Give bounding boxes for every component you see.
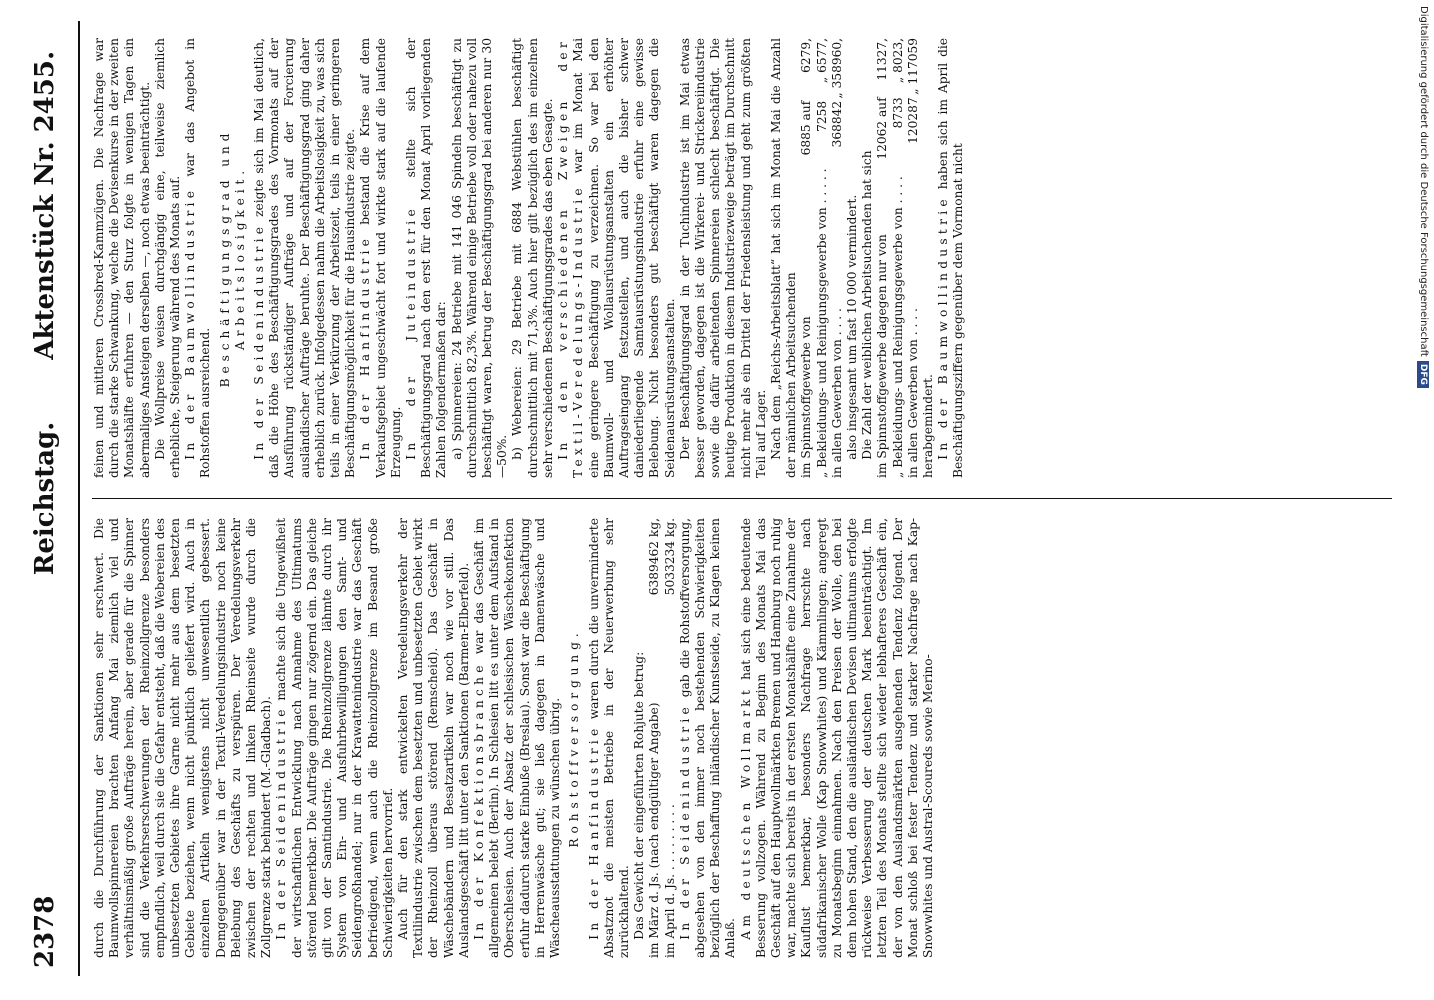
row-to: „ 8023, xyxy=(890,38,905,84)
row-value: 6389462 kg, xyxy=(647,518,662,596)
row-from: 7258 xyxy=(814,100,829,132)
paragraph xyxy=(678,518,739,958)
row-label: „ Bekleidungs- und Reinigungsgewerbe von . . . . . xyxy=(814,168,829,478)
table-row xyxy=(906,38,921,478)
document-number: Aktenstück Nr. 2455. xyxy=(30,51,60,360)
journal-title: Reichstag. xyxy=(30,421,60,576)
paragraph-text: gab die Rohstoffversorgung, abgesehen von den immer noch bestehenden Schwierigkeiten bezüglich der Beschaffung inländischer Kunstseide, zu Klagen keinen Anlaß. xyxy=(677,518,738,958)
header-rule xyxy=(78,21,80,976)
paragraph xyxy=(404,38,450,478)
column-divider xyxy=(92,498,1392,499)
paragraph: b) Webereien: 29 Betriebe mit 6884 Webstühlen beschäftigt durchschnittlich mit 71,3%. Auch hier gilt bezüglich des im einzelnen sehr verschiedenen Beschäftigungsgrades das eben Gesagte. xyxy=(510,38,555,478)
lead-term: In der Baumwollindustrie xyxy=(936,195,951,460)
row-to: „ 117059 xyxy=(905,38,920,95)
row-value: 5033234 kg. xyxy=(662,518,677,596)
paragraph xyxy=(252,38,358,478)
section-heading: Beschäftigungsgrad und Arbeitslosigkeit. xyxy=(217,128,247,388)
paragraph xyxy=(183,38,213,478)
row-label: im April d. Js. . . . . . . . . . xyxy=(662,804,677,958)
paragraph-text: war im Monat Mai eine geringere Beschäftigung zu verzeichnen. So war bei den Baumwoll- und Wollausrüstungsanstalten ein erhöhter Auftragseingang festzustellen, und auch die bisher schwer daniederliegende Samtausrüstungsindustrie erfuhr eine gewisse Belebung. Nicht besonders gut beschäftigt waren dagegen die Seidenausrüstungsanstalten. xyxy=(571,38,677,478)
table-row xyxy=(799,38,814,478)
table-row xyxy=(830,38,845,478)
table-row xyxy=(647,518,662,958)
lead-term: In den verschiedenen Zweigen der Textil-Veredelungs-Industrie xyxy=(556,38,586,478)
row-from: 6885 auf xyxy=(799,100,814,156)
paragraph xyxy=(936,38,966,478)
paragraph: Nach dem „Reichs-Arbeitsblatt“ hat sich im Monat Mai die Anzahl der männlichen Arbeitsuchenden xyxy=(768,38,799,478)
female-jobseekers-table xyxy=(875,38,921,478)
right-column xyxy=(92,38,1392,478)
paragraph: Das Gewicht der eingeführten Rohjute betrug: xyxy=(632,651,647,940)
paragraph-text: war das Angebot in Rohstoffen ausreichend. xyxy=(183,38,213,478)
page-number: 2378 xyxy=(30,895,60,968)
paragraph-text: war das Geschäft im allgemeinen belebt (Berlin). In Schlesien litt es unter dem Aufstand in Oberschlesien. Auch der Absatz der schlesischen Wäschekonfektion erfuhr dadurch starke Einbuße (Breslau). Sonst war die Beschäftigung in Herrenwäsche gut; sie ließ dagegen in Damenwäsche und Wäscheausstattungen zu wünschen übrig. xyxy=(472,518,563,958)
paragraph: durch die Durchführung der Sanktionen sehr erschwert. Die Baumwollspinnereien brachten Anfang Mai ziemlich viel und verhältnismäßig große Aufträge herein, aber gerade für die Spinner sind die Verkehrserschwerungen der Rheinzollgrenze besonders empfindlich, weil durch sie die Gefahr entsteht, daß die Webereien des unbesetzten Gebietes ihre Garne nicht mehr aus dem besetzten Gebiete beziehen, wenn nicht pünktlich geliefert wird. Auch in einzelnen Artikeln wenigstens nicht unwesentlich gebessert. Demgegenüber war in der Textil-Veredelungsindustrie noch keine Belebung des Geschäfts zu verspüren. Der Veredelungsverkehr zwischen der rechten und linken Rheinseite wurde durch die Zollgrenze stark behindert (M.-Gladbach). xyxy=(92,518,274,958)
paragraph xyxy=(358,38,404,478)
row-to: „ 6577, xyxy=(814,38,829,84)
male-jobseekers-table xyxy=(799,38,845,478)
paragraph-text: machte sich die Ungewißheit der wirtschaftlichen Entwicklung nach Annahme des Ultimatums störend bemerkbar. Die Aufträge gingen nur zögernd ein. Das gleiche gilt von der Samtindustrie. Die Rheinzollgrenze lähmte durch ihr System von Ein- und Ausfuhrbewilligungen den Samt- und Seidengroßhandel; nur in der Krawattenindustrie war das Geschäft befriedigend, wenn auch die Rheinzollgrenze im Besand große Schwierigkeiten hervorrief. xyxy=(274,518,395,958)
lead-term: In der Baumwollindustrie xyxy=(183,186,198,460)
lead-term: In der Hanfindustrie xyxy=(358,234,373,460)
lead-term: In der Hanfindustrie xyxy=(586,724,601,940)
lead-term: In der Seidenindustrie xyxy=(252,222,267,460)
paragraph-text: haben sich im April die Beschäftigungsziffern gegenüber dem Vormonat nicht xyxy=(936,38,966,478)
table-row xyxy=(663,518,678,958)
row-to: „ 358960, xyxy=(829,38,844,99)
paragraph: feinen und mittleren Crossbred-Kammzügen. Die Nachfrage war durch die starke Schwankung, welche die Devisenkurse in der zweiten Monatshälfte erfuhren — den Sturz folgte in wenigen Tagen ein abermaliges Ansteigen derselben —, noch etwas beeinträchtigt. xyxy=(92,38,152,478)
row-to: 6279, xyxy=(799,38,814,73)
dfg-logo: DFG xyxy=(1417,361,1429,388)
jute-import-table xyxy=(647,518,677,958)
row-label: „ Bekleidungs- und Reinigungsgewerbe von . . . . xyxy=(890,176,905,478)
lead-term: In der Juteindustrie xyxy=(404,205,419,460)
paragraph-text: stellte sich der Beschäftigungsgrad nach den erst für den Monat April vorliegenden Zahlen folgendermaßen dar: xyxy=(404,38,449,478)
lead-term: In der Seidenindustrie xyxy=(274,705,289,940)
paragraph xyxy=(587,518,633,958)
row-label: im März d. Js. (nach endgültiger Angabe) xyxy=(647,702,662,958)
row-from: 368842 xyxy=(829,100,844,148)
row-from: 120287 xyxy=(905,97,920,144)
row-from: 8733 xyxy=(890,97,905,129)
row-label: in allen Gewerben von . . . . xyxy=(905,308,920,478)
paragraph xyxy=(556,38,678,478)
paragraph: a) Spinnereien: 24 Betriebe mit 141 046 Spindeln beschäftigt zu durchschnittlich 82,3%. Während einige Betriebe voll oder nahezu voll beschäftigt waren, betrug der Beschäftigungsgrad bei anderen nur 30—50%. xyxy=(449,38,510,478)
credit-text: Digitalisierung gefördert durch die Deutsche Forschungsgemeinschaft xyxy=(1418,6,1429,357)
section-heading: Rohstoffversorgung. xyxy=(567,628,582,848)
digitization-credit xyxy=(1412,6,1434,994)
table-row xyxy=(891,38,906,478)
row-label: in allen Gewerben von . . . . xyxy=(829,308,844,478)
paragraph: Auch für den stark entwickelten Veredelungsverkehr der Textilindustrie zwischen dem besetzten und unbesetzten Gebiet wirkt der Rheinzoll überaus störend (Remscheid). Das Geschäft in Wäschebändern und Besatzartikeln war noch wie vor still. Das Auslandsgeschäft litt unter den Sanktionen (Barmen-Elberfeld). xyxy=(396,518,471,958)
row-from: 12062 auf xyxy=(875,97,890,160)
row-to: 11327, xyxy=(875,38,890,81)
paragraph xyxy=(472,518,563,958)
paragraph: herabgemindert. xyxy=(920,374,935,478)
paragraph xyxy=(739,518,937,958)
paragraph-text: waren durch die unverminderte Absatznot die meisten Betriebe in der Neuerwerbung sehr zurückhaltend. xyxy=(586,518,631,958)
row-label: im Spinnstoffgewerbe dagegen nur von xyxy=(875,234,890,478)
page-header xyxy=(30,21,66,976)
row-label: im Spinnstoffgewerbe von xyxy=(799,316,814,478)
lead-term: In der Konfektionsbranche xyxy=(472,661,487,940)
paragraph: also insgesamt um fast 10 000 vermindert. xyxy=(844,194,859,460)
table-row xyxy=(875,38,890,478)
paragraph xyxy=(274,518,396,958)
table-row xyxy=(815,38,830,478)
credit-line xyxy=(1412,6,1434,994)
paragraph-text: zeigte sich im Mai deutlich, daß die Höhe des Beschäftigungsgrades des Vormonats auf der Ausführung rückständiger Aufträge und auf der Forcierung ausländischer Aufträge beruhte. Der Beschäftigungsgrad ging daher erheblich zurück. Infolgedessen nahm die Arbeitslosigkeit zu, was sich teils in einer Verkürzung der Arbeitszeit, teils in einer geringeren Beschäftigungsmöglichkeit für die Hausindustrie zeigte. xyxy=(252,38,358,478)
rotated-page xyxy=(0,21,1410,976)
lead-term: In der Seidenindustrie xyxy=(677,703,692,940)
lead-term: Am deutschen Wollmarkt xyxy=(738,685,753,940)
paragraph: Die Wollpreise weisen durchgängig eine, teilweise ziemlich erhebliche, Steigerung während des Monats auf. xyxy=(152,38,183,478)
paragraph: Der Beschäftigungsgrad in der Tuchindustrie ist im Mai etwas besser geworden, dagegen ist die Wirkerei- und Strickereiindustrie sowie die dafür arbeitenden Spinnereien schlecht beschäftigt. Die heutige Produktion in diesem Industriezweige beträgt im Durchschnitt nicht mehr als ein Drittel der Friedensleistung und geht zum größten Teil auf Lager. xyxy=(677,38,768,478)
paragraph-text: bestand die Krise auf dem Verkaufsgebiet ungeschwächt fort und wirkte stark auf die laufende Erzeugung. xyxy=(358,38,403,478)
paragraph-text: hat sich eine bedeutende Besserung vollzogen. Während zu Beginn des Monats Mai das Geschäft auf den Hauptwollmärkten Bremen und Hamburg noch ruhig war, machte sich bereits in der ersten Monatshälfte eine Zunahme der Kauflust bemerkbar, besonders Nachfrage herrschte nach südafrikanischer Wolle (Kap Snowwhites) und Kämmlingen; angeregt zu Monatsbeginn einnahmen. Nach den Preisen der Wolle, den bei dem hohen Stand, den die ausländischen Devisen ultimatums erfolgte rückweise Verbesserung der deutschen Mark beeinträchtigt. Im letzten Teil des Monats stellte sich wieder lebhafteres Geschäft ein, der von den Auslandsmärkten ausgehenden Tendenz folgend. Der Monat schloß bei fester Tendenz und starker Nachfrage nach Kap-Snowwhites und Austral-Scoureds sowie Merino- xyxy=(738,518,935,958)
left-column xyxy=(92,518,1392,958)
paragraph: Die Zahl der weiblichen Arbeitsuchenden hat sich xyxy=(860,150,875,460)
